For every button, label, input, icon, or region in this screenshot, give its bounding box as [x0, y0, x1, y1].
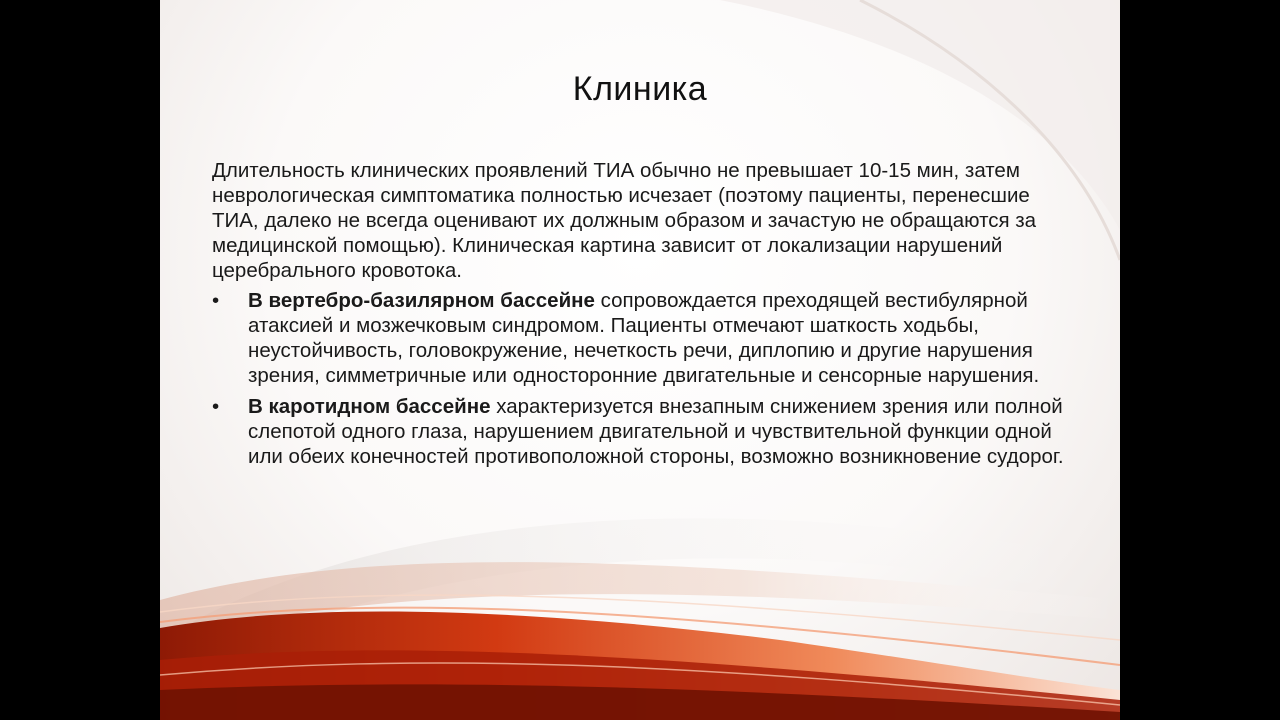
bullet-heading: В вертебро-базилярном бассейне [248, 289, 595, 312]
bullet-icon: • [212, 289, 220, 312]
bullet-item-carotid [212, 394, 1072, 469]
bullet-text: сопровождается преходящей вестибулярной атаксией и мозжечковым синдромом. Пациенты отмечают шаткость ходьбы, неустойчивость, головокружение, нечеткость речи, диплопию и другие нарушения зрения, симметричные или односторонние двигательные и сенсорные нарушения. [248, 289, 1040, 387]
bullet-list [212, 288, 1072, 469]
bullet-item-vertebrobasilar [212, 288, 1072, 388]
slide-body [212, 158, 1072, 475]
slide-title: Клиника [572, 70, 708, 108]
intro-paragraph: Длительность клинических проявлений ТИА обычно не превышает 10-15 мин, затем неврологическая симптоматика полностью исчезает (поэтому пациенты, перенесшие ТИА, далеко не всегда оценивают их должным образом и зачастую не обращаются за медицинской помощью). Клиническая картина зависит от локализации нарушений церебрального кровотока. [212, 159, 1037, 282]
presentation-slide [160, 0, 1120, 720]
bullet-heading: В каротидном бассейне [248, 395, 491, 418]
bullet-icon: • [212, 395, 220, 418]
bullet-text: характеризуется внезапным снижением зрения или полной слепотой одного глаза, нарушением двигательной и чувствительной функции одной или обеих конечностей противоположной стороны, возможно возникновение судорог. [248, 395, 1064, 468]
